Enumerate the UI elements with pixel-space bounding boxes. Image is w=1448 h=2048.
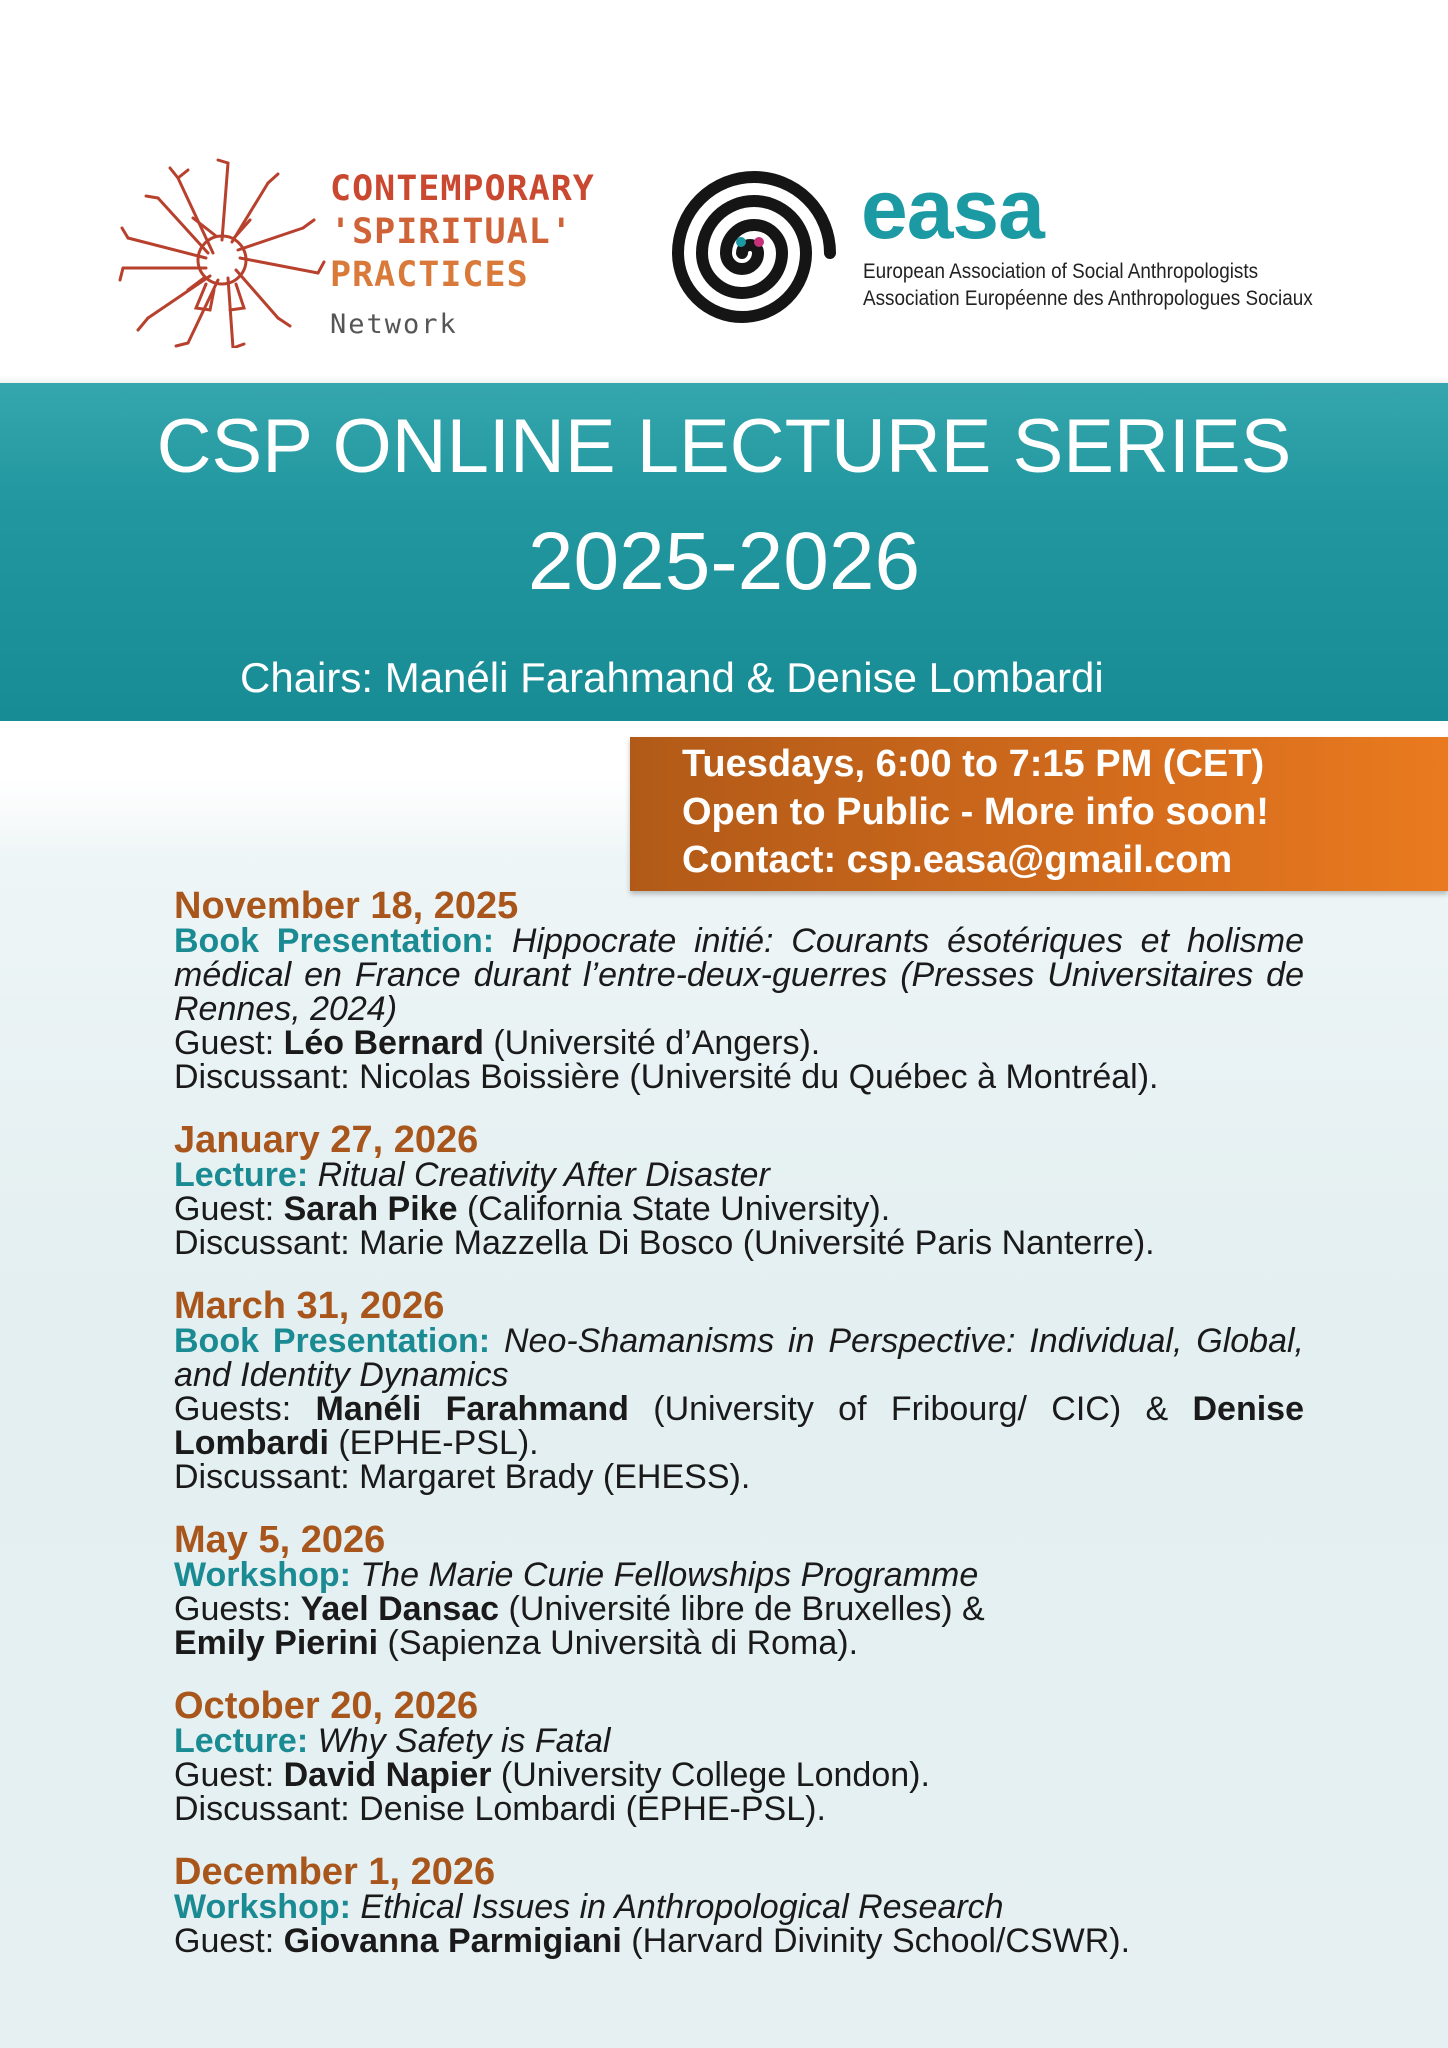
easa-wordmark: easa — [861, 162, 1044, 256]
guest-name: Sarah Pike — [283, 1190, 458, 1228]
series-title: CSP ONLINE LECTURE SERIES — [156, 404, 1292, 489]
csp-logo-line-3: PRACTICES — [330, 255, 529, 295]
event-date: May 5, 2026 — [174, 1519, 386, 1561]
event-item — [174, 885, 1304, 1096]
event-guests — [174, 1592, 1304, 1660]
guest-prefix: Guest: — [174, 1922, 284, 1960]
event-item — [174, 1285, 1304, 1496]
series-years: 2025-2026 — [527, 516, 921, 607]
event-item — [174, 1119, 1304, 1262]
event-date: November 18, 2025 — [174, 885, 519, 927]
easa-subtitle-fr: Association Européenne des Anthropologues Sociaux — [863, 287, 1313, 310]
event-heading — [174, 924, 1304, 1026]
event-guests — [174, 1192, 1304, 1226]
guest-prefix: Guests: — [174, 1590, 301, 1628]
event-type: Workshop: — [174, 1888, 351, 1926]
event-discussant: Discussant: Nicolas Boissière (Université du Québec à Montréal). — [174, 1058, 1159, 1096]
event-guests — [174, 1392, 1304, 1460]
event-type: Book Presentation: — [174, 922, 495, 960]
event-title: Ritual Creativity After Disaster — [317, 1156, 770, 1194]
csp-logo-line-2: 'SPIRITUAL' — [330, 212, 573, 252]
guest-name: Giovanna Parmigiani — [283, 1922, 622, 1960]
guest-name: Manéli Farahmand — [315, 1390, 629, 1428]
event-guests — [174, 1758, 1304, 1792]
csp-logo-line-1: CONTEMPORARY — [330, 169, 595, 209]
easa-subtitle — [863, 258, 1313, 312]
guest-prefix: Guest: — [174, 1024, 284, 1062]
event-discussant: Discussant: Denise Lombardi (EPHE-PSL). — [174, 1790, 826, 1828]
guest-prefix: Guest: — [174, 1190, 284, 1228]
event-type: Workshop: — [174, 1556, 351, 1594]
event-list — [174, 885, 1304, 1986]
guest-affiliation: (Université libre de Bruxelles) & — [499, 1590, 985, 1628]
event-guests — [174, 1026, 1304, 1060]
event-title: Ethical Issues in Anthropological Research — [360, 1888, 1004, 1926]
event-title: Hippocrate initié: Courants ésotériques et holisme médical en France durant l’entre-deux-guerres (Presses Universitaires de Rennes, 2024) — [174, 922, 1304, 1028]
guest-affiliation: (California State University). — [457, 1190, 891, 1228]
easa-spiral-icon — [655, 158, 845, 348]
info-schedule: Tuesdays, 6:00 to 7:15 PM (CET) — [682, 743, 1265, 785]
event-date: December 1, 2026 — [174, 1851, 496, 1893]
event-date: January 27, 2026 — [174, 1119, 479, 1161]
guest-name: Yael Dansac — [300, 1590, 500, 1628]
event-discussant: Discussant: Marie Mazzella Di Bosco (Université Paris Nanterre). — [174, 1224, 1155, 1262]
csp-logo-network: Network — [330, 309, 458, 340]
info-access: Open to Public - More info soon! — [682, 791, 1269, 833]
info-box — [630, 737, 1448, 891]
event-heading — [174, 1158, 1304, 1192]
guest-name: Denise Lombardi — [174, 1390, 1304, 1462]
event-title: The Marie Curie Fellowships Programme — [360, 1556, 979, 1594]
event-heading — [174, 1324, 1304, 1392]
guest-prefix: Guest: — [174, 1756, 284, 1794]
event-heading — [174, 1890, 1304, 1924]
event-heading — [174, 1558, 1304, 1592]
csp-figure-mark-icon — [118, 158, 328, 348]
event-guests — [174, 1924, 1304, 1958]
event-item — [174, 1685, 1304, 1828]
event-type: Book Presentation: — [174, 1322, 491, 1360]
guest-affiliation: (Harvard Divinity School/CSWR). — [621, 1922, 1131, 1960]
event-title: Why Safety is Fatal — [317, 1722, 611, 1760]
event-type: Lecture: — [174, 1722, 309, 1760]
guest-name: Léo Bernard — [283, 1024, 484, 1062]
event-discussant: Discussant: Margaret Brady (EHESS). — [174, 1458, 751, 1496]
guest-prefix: Guests: — [174, 1390, 316, 1428]
event-heading — [174, 1724, 1304, 1758]
csp-network-logo — [118, 158, 658, 348]
easa-subtitle-en: European Association of Social Anthropologists — [863, 260, 1259, 283]
event-date: October 20, 2026 — [174, 1685, 479, 1727]
event-item — [174, 1851, 1304, 1960]
event-item — [174, 1519, 1304, 1662]
guest-affiliation: (Sapienza Università di Roma). — [378, 1624, 859, 1662]
guest-affiliation: (University of Fribourg/ CIC) & — [628, 1390, 1193, 1428]
guest-name: David Napier — [283, 1756, 492, 1794]
info-contact[interactable]: Contact: csp.easa@gmail.com — [682, 839, 1233, 881]
guest-affiliation: (EPHE-PSL). — [328, 1424, 539, 1462]
easa-logo — [655, 158, 1355, 348]
event-title: Neo-Shamanisms in Perspective: Individual, Global, and Identity Dynamics — [174, 1322, 1304, 1394]
guest-affiliation: (Université d’Angers). — [483, 1024, 821, 1062]
guest-name: Emily Pierini — [174, 1624, 379, 1662]
series-chairs: Chairs: Manéli Farahmand & Denise Lombardi — [240, 654, 1104, 701]
guest-affiliation: (University College London). — [491, 1756, 930, 1794]
event-date: March 31, 2026 — [174, 1285, 445, 1327]
event-type: Lecture: — [174, 1156, 309, 1194]
